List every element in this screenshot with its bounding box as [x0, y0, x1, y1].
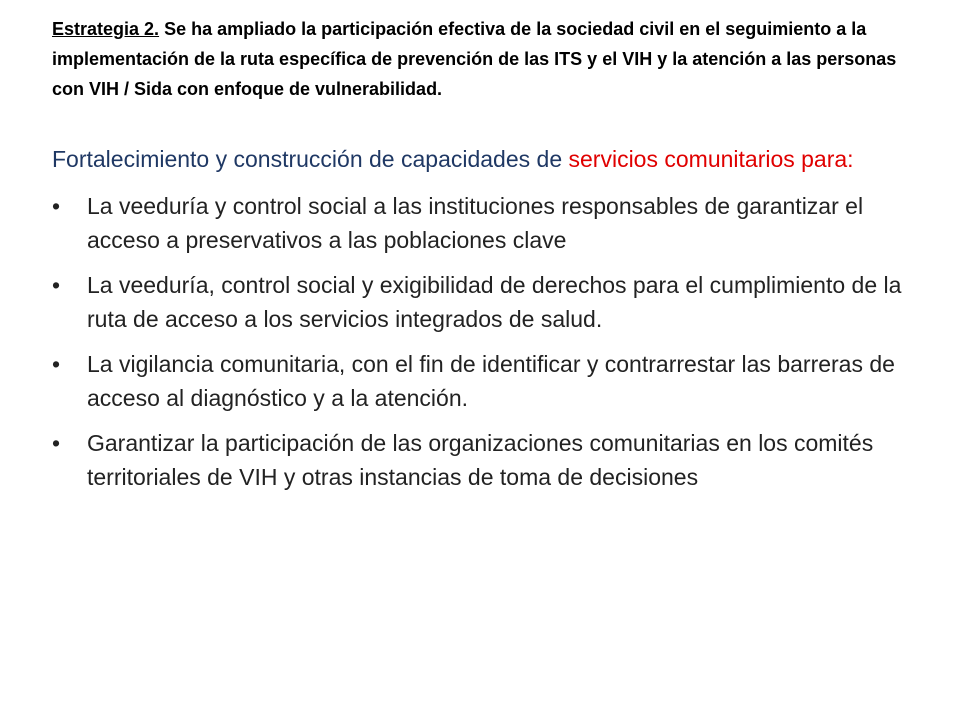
- strategy-description: Se ha ampliado la participación efectiva de la sociedad civil en el seguimiento a la implementación de la ruta específica de prevención de las ITS y el VIH y la atención a las personas con VIH / Sida con enfoque de vulnerabilidad.: [52, 19, 897, 99]
- intro-lead-text: Fortalecimiento y construcción de capacidades de: [52, 146, 569, 172]
- bullet-text: La veeduría y control social a las instituciones responsables de garantizar el acceso a preservativos a las poblaciones clave: [87, 193, 864, 253]
- bullet-text: La vigilancia comunitaria, con el fin de identificar y contrarrestar las barreras de acceso al diagnóstico y a la atención.: [87, 351, 895, 411]
- bullet-item: [52, 189, 932, 257]
- bullet-icon: •: [52, 430, 61, 456]
- bullet-text: La veeduría, control social y exigibilidad de derechos para el cumplimiento de la ruta de acceso a los servicios integrados de salud.: [87, 272, 902, 332]
- intro-paragraph: [52, 142, 932, 176]
- bullet-item: [52, 268, 932, 336]
- bullet-list: [52, 189, 932, 494]
- slide-body: [52, 142, 932, 505]
- bullet-icon: •: [52, 272, 61, 298]
- bullet-item: [52, 426, 932, 494]
- strategy-heading: [52, 14, 912, 104]
- bullet-icon: •: [52, 351, 61, 377]
- strategy-label: Estrategia 2.: [52, 19, 160, 39]
- bullet-item: [52, 347, 932, 415]
- intro-accent-text: servicios comunitarios para:: [568, 146, 854, 172]
- bullet-text: Garantizar la participación de las organizaciones comunitarias en los comités territoriales de VIH y otras instancias de toma de decisiones: [87, 430, 874, 490]
- bullet-icon: •: [52, 193, 61, 219]
